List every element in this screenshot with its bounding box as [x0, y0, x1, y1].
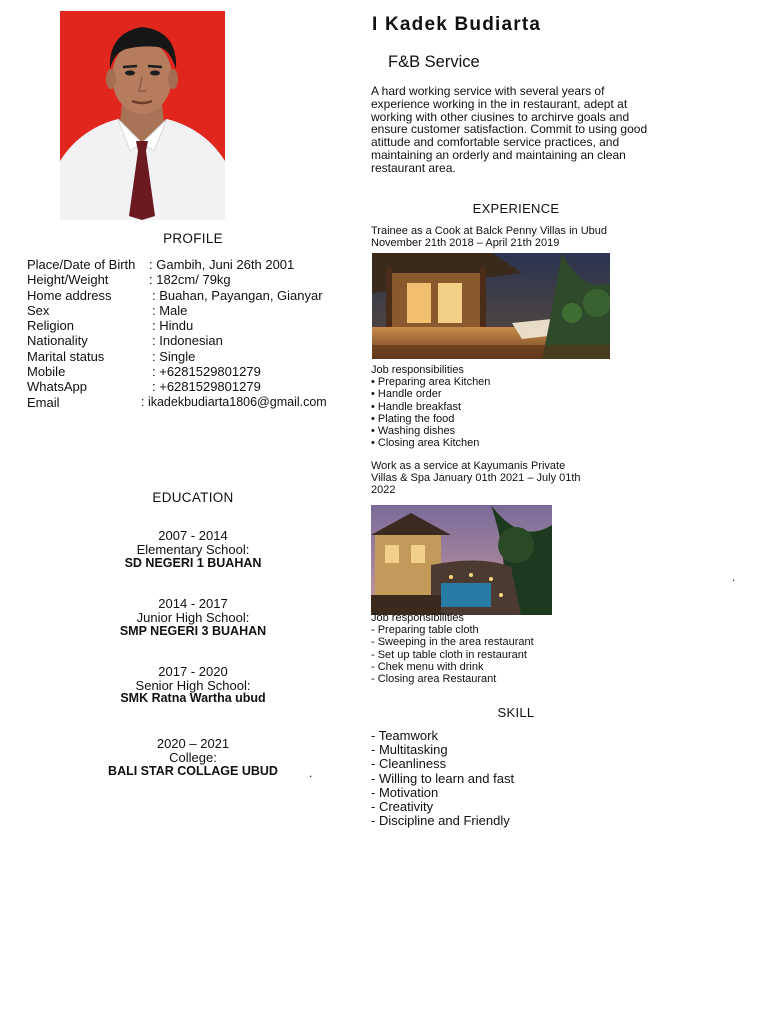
- profile-row-mobile: [27, 364, 327, 379]
- duty-item: - Preparing table cloth: [371, 624, 479, 637]
- profile-row-email: [27, 395, 327, 410]
- education-level: Senior High School:: [135, 677, 251, 693]
- profile-row-sex: [27, 303, 327, 318]
- profile-label: Place/Date of Birth: [27, 257, 136, 272]
- education-item: [68, 529, 318, 571]
- duty-item: - Sweeping in the area restaurant: [371, 636, 534, 649]
- stray-dot: .: [732, 570, 736, 584]
- profile-row-whatsapp: [27, 379, 327, 394]
- education-school: SMP NEGERI 3 BUAHAN: [119, 624, 267, 638]
- job-title: Trainee as a Cook at Balck Penny Villas in Ubud: [371, 225, 608, 237]
- education-years: 2020 – 2021: [156, 736, 230, 751]
- profile-row-marital: [27, 349, 327, 364]
- profile-label: Email: [27, 394, 60, 410]
- duty-item: • Closing area Kitchen: [371, 437, 480, 450]
- education-item: [68, 737, 318, 779]
- education-level: Junior High School:: [136, 609, 250, 625]
- skill-item: - Discipline and Friendly: [371, 813, 510, 829]
- duties-title: Job responsibilities: [371, 612, 464, 624]
- skill-item: - Willing to learn and fast: [371, 770, 515, 786]
- portrait-image: [60, 11, 225, 220]
- skill-heading: SKILL: [497, 705, 535, 720]
- education-school: SD NEGERI 1 BUAHAN: [124, 556, 262, 570]
- skill-item: - Cleanliness: [371, 756, 447, 772]
- skill-list: [371, 729, 514, 828]
- job-header: [371, 461, 641, 496]
- profile-value: : Indonesian: [152, 333, 223, 349]
- duty-item: • Handle order: [371, 388, 442, 401]
- duty-item: • Plating the food: [371, 412, 455, 425]
- job-dates-cont: 2022: [371, 483, 396, 496]
- duty-item: - Chek menu with drink: [371, 660, 484, 673]
- education-item: [68, 597, 318, 639]
- profile-details: [27, 257, 327, 410]
- profile-label: WhatsApp: [27, 379, 87, 395]
- profile-label: Nationality: [27, 333, 88, 349]
- profile-row-height-weight: [27, 272, 327, 287]
- education-item: [68, 665, 318, 706]
- education-school: SMK Ratna Wartha ubud: [120, 691, 266, 705]
- profile-row-nationality: [27, 333, 327, 348]
- experience-heading: EXPERIENCE: [472, 201, 560, 216]
- profile-value: : Buahan, Payangan, Gianyar: [152, 287, 323, 303]
- profile-row-religion: [27, 318, 327, 333]
- profile-value: : 182cm/ 79kg: [149, 272, 231, 288]
- skill-item: - Motivation: [371, 784, 439, 800]
- villa-photo: [372, 253, 610, 359]
- duty-item: • Preparing area Kitchen: [371, 376, 491, 389]
- job-duties-list: [371, 364, 490, 449]
- job-duties-list: [371, 612, 534, 685]
- education-level: Elementary School:: [136, 541, 250, 557]
- profile-value: : +6281529801279: [152, 379, 261, 395]
- profile-value: : ikadekbudiarta1806@gmail.com: [141, 394, 327, 409]
- duty-item: • Washing dishes: [371, 425, 456, 438]
- profile-row-birth: [27, 257, 327, 272]
- profile-value: : Gambih, Juni 26th 2001: [149, 257, 295, 272]
- education-years: 2014 - 2017: [158, 596, 228, 611]
- profile-label: Sex: [27, 302, 50, 318]
- profile-label: Height/Weight: [27, 272, 109, 288]
- duty-item: • Handle breakfast: [371, 400, 462, 413]
- summary-paragraph: A hard working service with several years of experience working in the in restaurant, adept at working with other ciusines to archirve goals and ensure customer satisfaction. Commit to using good atittude and comfortable service practices, and maintaining an orderly and maintaining an clean restaurant area.: [371, 84, 648, 175]
- profile-label: Religion: [27, 318, 74, 334]
- skill-item: - Multitasking: [371, 742, 448, 758]
- resort-photo: [371, 505, 552, 615]
- education-level: College:: [169, 749, 217, 765]
- duty-item: - Set up table cloth in restaurant: [371, 648, 527, 661]
- education-school: BALI STAR COLLAGE UBUD: [108, 764, 278, 778]
- education-years: 2017 - 2020: [158, 664, 228, 679]
- duties-title: Job responsibilities: [371, 364, 464, 376]
- candidate-name: I Kadek Budiarta: [372, 14, 542, 35]
- profile-row-address: [27, 288, 327, 303]
- profile-value: : +6281529801279: [152, 364, 261, 380]
- profile-label: Marital status: [27, 348, 105, 364]
- candidate-role: F&B Service: [388, 53, 480, 71]
- job-dates: Villas & Spa January 01th 2021 – July 01th: [371, 471, 581, 484]
- job-header: [371, 226, 641, 250]
- job-title: Work as a service at Kayumanis Private: [371, 460, 566, 472]
- profile-label: Mobile: [27, 364, 66, 380]
- duty-item: - Closing area Restaurant: [371, 673, 497, 686]
- education-heading: EDUCATION: [152, 490, 234, 505]
- profile-value: : Male: [152, 302, 188, 318]
- profile-photo: [60, 11, 225, 220]
- skill-item: - Creativity: [371, 799, 434, 815]
- profile-value: : Single: [152, 348, 196, 364]
- profile-label: Home address: [27, 287, 112, 303]
- job-dates: November 21th 2018 – April 21th 2019: [371, 236, 560, 249]
- stray-dot: .: [309, 766, 313, 780]
- profile-heading: PROFILE: [163, 231, 223, 246]
- education-years: 2007 - 2014: [158, 528, 228, 543]
- skill-item: - Teamwork: [371, 728, 438, 743]
- profile-value: : Hindu: [152, 318, 194, 334]
